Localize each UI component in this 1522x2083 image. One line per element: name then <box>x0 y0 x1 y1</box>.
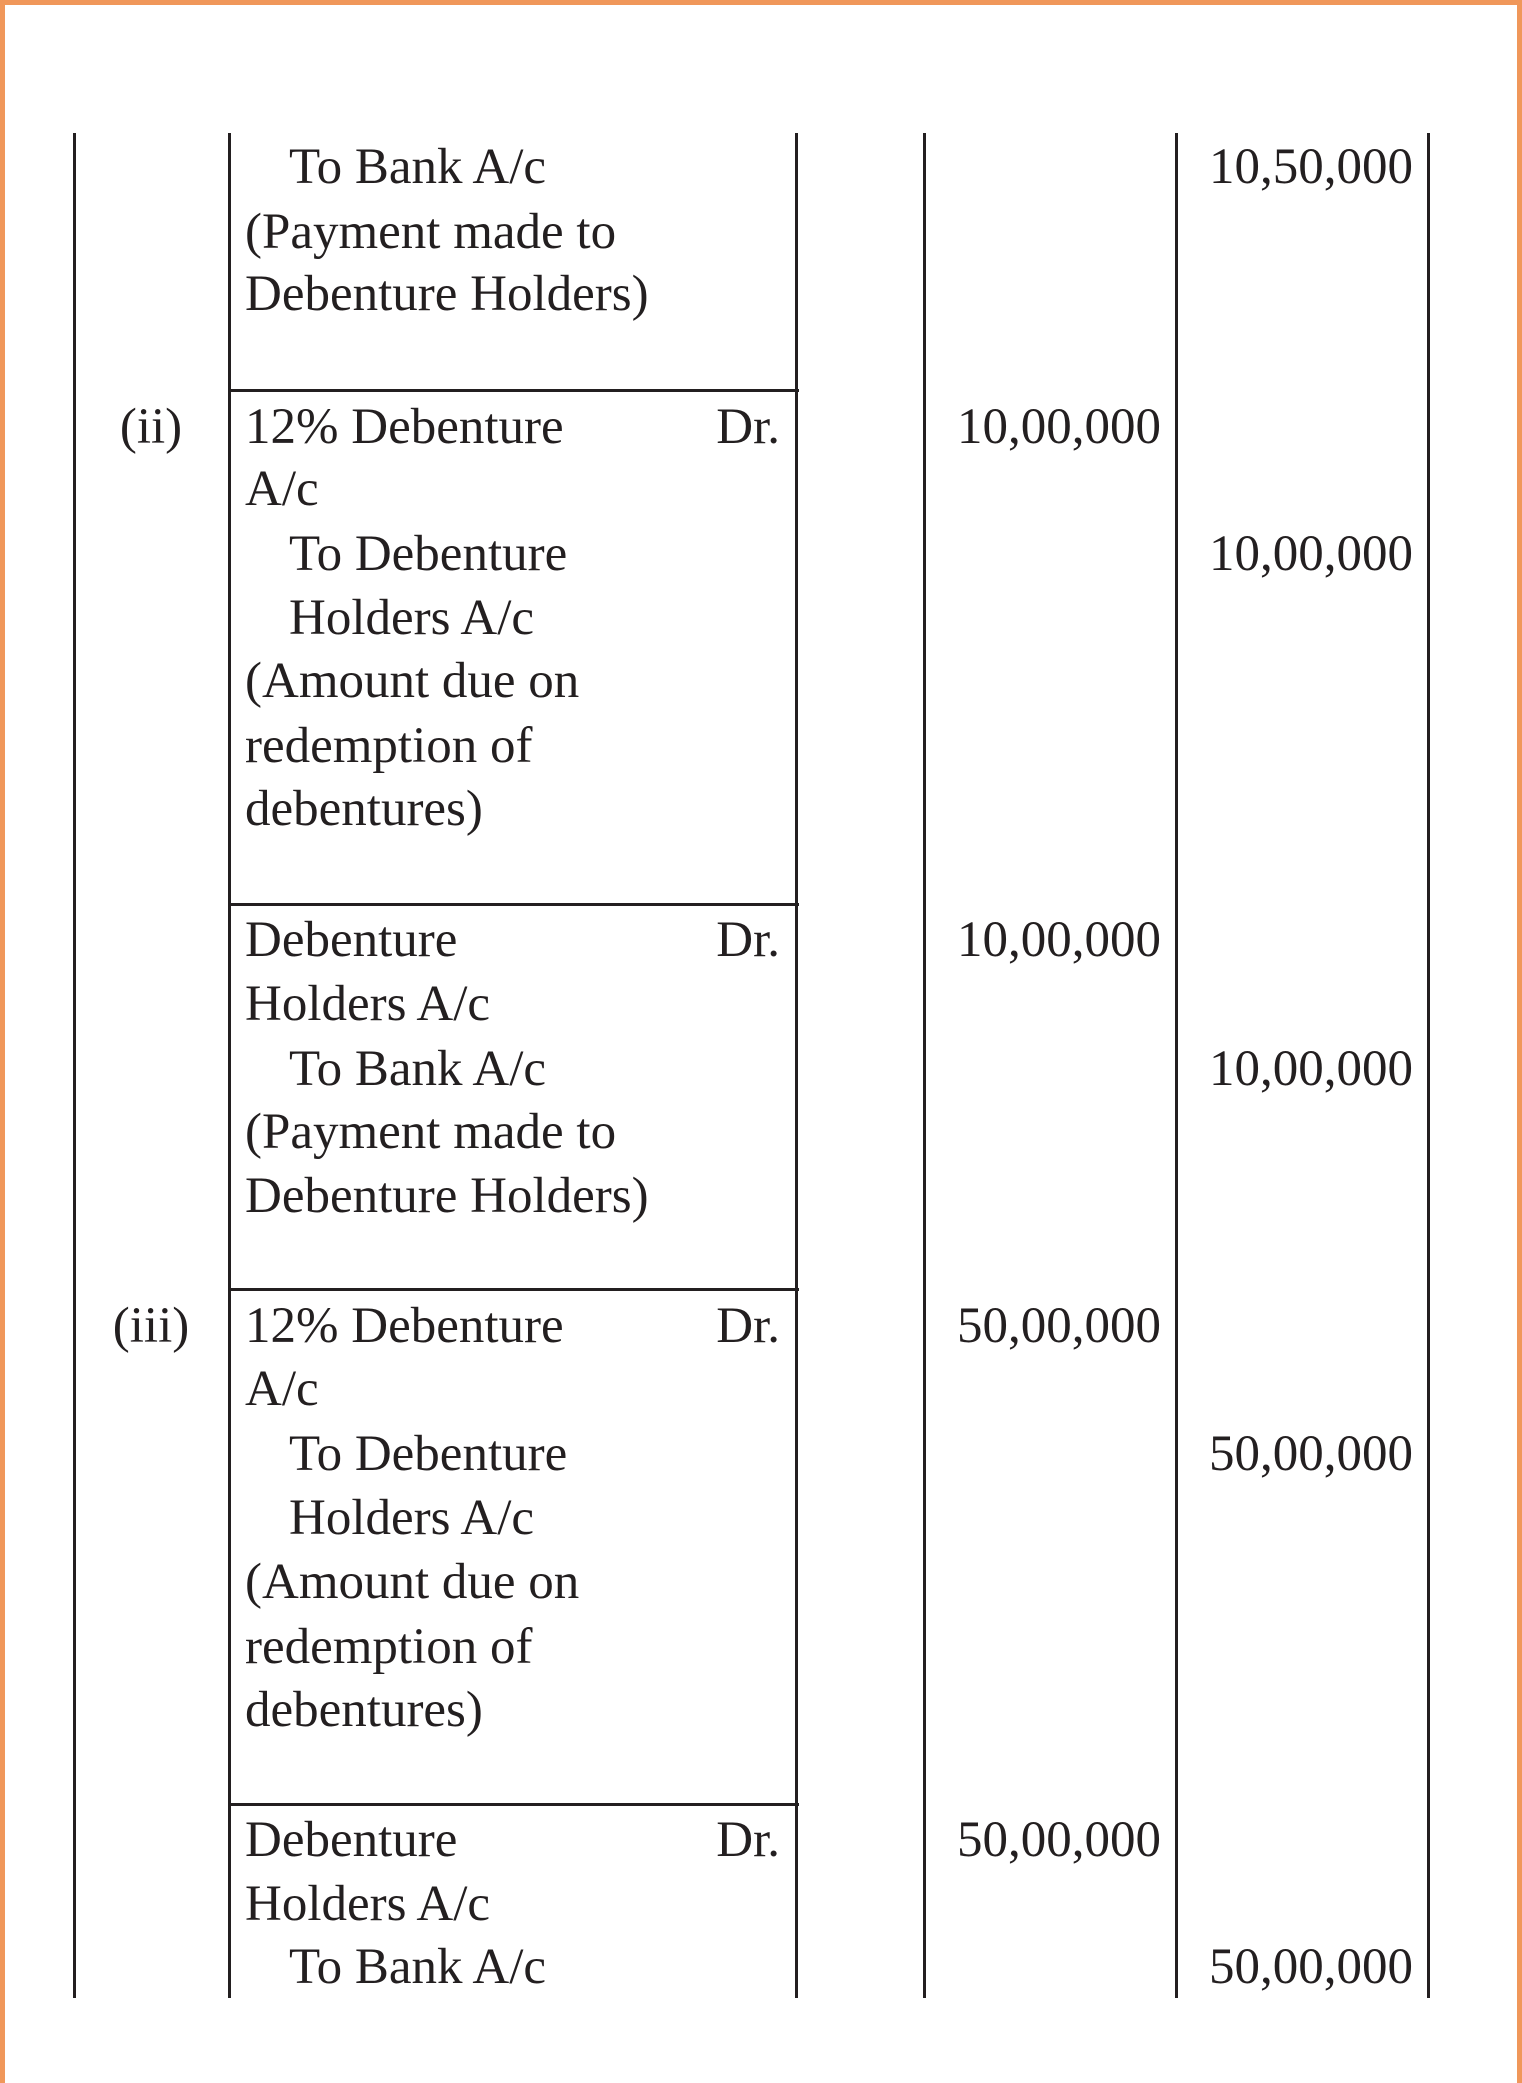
column-rule <box>1175 133 1178 1998</box>
particulars-line: 12% Debenture <box>245 399 564 455</box>
particulars-line: Holders A/c <box>245 1876 491 1932</box>
narration-line: Debenture Holders) <box>245 1168 649 1224</box>
debit-amount: 10,00,000 <box>957 399 1161 455</box>
entry-number: (iii) <box>112 1298 190 1354</box>
credit-amount: 10,50,000 <box>1209 139 1413 195</box>
credit-amount: 10,00,000 <box>1209 526 1413 582</box>
entry-divider <box>229 903 799 906</box>
particulars-line: A/c <box>245 1361 319 1417</box>
particulars-line: To Bank A/c <box>289 139 547 195</box>
particulars-line: To Debenture <box>289 1426 568 1482</box>
narration-line: debentures) <box>245 1682 483 1738</box>
particulars-line: 12% Debenture <box>245 1298 564 1354</box>
column-rule <box>73 133 76 1998</box>
particulars-line: Holders A/c <box>245 976 491 1032</box>
debit-marker: Dr. <box>716 1298 780 1354</box>
entry-number: (ii) <box>119 399 183 455</box>
debit-marker: Dr. <box>716 1812 780 1868</box>
particulars-line: Holders A/c <box>289 590 535 646</box>
credit-amount: 10,00,000 <box>1209 1041 1413 1097</box>
debit-marker: Dr. <box>716 912 780 968</box>
entry-divider <box>229 1288 799 1291</box>
column-rule <box>923 133 926 1998</box>
narration-line: (Payment made to <box>245 204 617 260</box>
narration-line: debentures) <box>245 781 483 837</box>
particulars-line: To Bank A/c <box>289 1041 547 1097</box>
narration-line: (Payment made to <box>245 1104 617 1160</box>
column-rule <box>228 133 231 1998</box>
particulars-line: Holders A/c <box>289 1490 535 1546</box>
narration-line: redemption of <box>245 718 533 774</box>
particulars-line: A/c <box>245 461 319 517</box>
debit-amount: 50,00,000 <box>957 1812 1161 1868</box>
particulars-line: Debenture <box>245 912 458 968</box>
entry-divider <box>229 1803 799 1806</box>
debit-amount: 50,00,000 <box>957 1298 1161 1354</box>
narration-line: (Amount due on <box>245 1554 580 1610</box>
entry-divider <box>229 389 799 392</box>
debit-amount: 10,00,000 <box>957 912 1161 968</box>
narration-line: redemption of <box>245 1619 533 1675</box>
particulars-line: To Debenture <box>289 526 568 582</box>
credit-amount: 50,00,000 <box>1209 1939 1413 1995</box>
debit-marker: Dr. <box>716 399 780 455</box>
credit-amount: 50,00,000 <box>1209 1426 1413 1482</box>
narration-line: Debenture Holders) <box>245 266 649 322</box>
narration-line: (Amount due on <box>245 653 580 709</box>
column-rule <box>795 133 798 1998</box>
column-rule <box>1427 133 1430 1998</box>
particulars-line: To Bank A/c <box>289 1939 547 1995</box>
particulars-line: Debenture <box>245 1812 458 1868</box>
